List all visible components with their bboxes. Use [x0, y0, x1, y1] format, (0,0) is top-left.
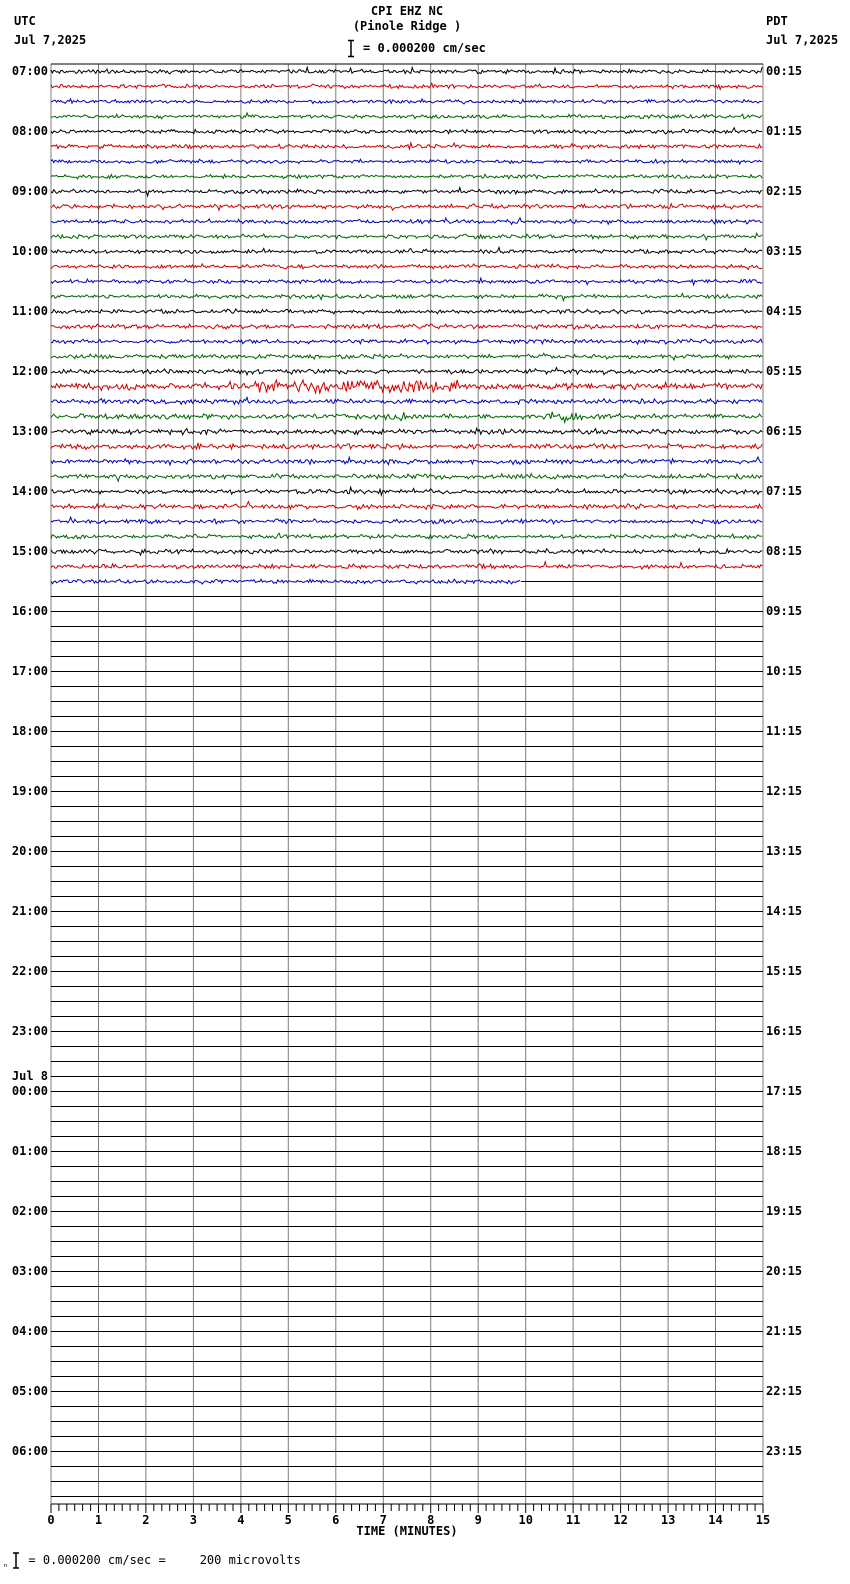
- pdt-hour-label: 18:15: [766, 1143, 803, 1158]
- pdt-hour-label: 14:15: [766, 903, 803, 918]
- pdt-date-label: Jul 7,2025: [766, 33, 839, 47]
- trace-row: [51, 218, 762, 225]
- station-name: (Pinole Ridge ): [352, 19, 462, 33]
- svg-text:13: 13: [660, 1513, 676, 1527]
- trace-row: [51, 533, 762, 539]
- trace-row: [51, 549, 762, 556]
- trace-row: [51, 368, 762, 375]
- utc-hour-label: 01:00: [11, 1143, 48, 1158]
- utc-hour-label: 03:00: [11, 1263, 48, 1278]
- utc-hour-label: 00:00: [11, 1083, 48, 1098]
- trace-row: [51, 113, 762, 119]
- trace-row: [51, 324, 762, 329]
- utc-hour-label: 22:00: [11, 963, 48, 978]
- utc-hour-label: 21:00: [11, 903, 48, 918]
- utc-hour-label: 17:00: [11, 663, 48, 678]
- trace-row: [51, 278, 762, 285]
- trace-row: [51, 264, 762, 270]
- station-code: CPI EHZ NC: [370, 4, 444, 18]
- utc-hour-label: 15:00: [11, 543, 48, 558]
- utc-hour-label: 08:00: [11, 123, 48, 138]
- utc-hour-label: 04:00: [11, 1323, 48, 1338]
- footer-scale-bar-icon: [12, 1552, 20, 1569]
- trace-row: [51, 380, 762, 393]
- trace-row: [51, 247, 762, 253]
- utc-hour-label: 06:00: [11, 1443, 48, 1458]
- trace-row: [51, 353, 762, 360]
- trace-row: [51, 159, 762, 164]
- trace-row: [51, 502, 762, 510]
- trace-row: [51, 517, 762, 524]
- pdt-hour-label: 08:15: [766, 543, 803, 558]
- utc-hour-label: 09:00: [11, 183, 48, 198]
- footer-scale-text: = 0.000200 cm/sec =: [28, 1553, 166, 1567]
- trace-row: [51, 233, 762, 240]
- pdt-hour-label: 07:15: [766, 483, 803, 498]
- footer-scale-value: 200 microvolts: [199, 1553, 301, 1567]
- pdt-hour-label: 00:15: [766, 63, 803, 78]
- trace-row: [51, 83, 762, 89]
- svg-text:6: 6: [332, 1513, 340, 1527]
- pdt-hour-label: 13:15: [766, 843, 803, 858]
- utc-hour-label: 11:00: [11, 303, 48, 318]
- trace-row: [51, 579, 520, 584]
- trace-row: [51, 204, 762, 211]
- utc-hour-label: 05:00: [11, 1383, 48, 1398]
- trace-row: [51, 188, 762, 196]
- pdt-timezone-label: PDT: [766, 14, 788, 28]
- utc-hour-label: 20:00: [11, 843, 48, 858]
- svg-text:4: 4: [237, 1513, 245, 1527]
- pdt-hour-label: 22:15: [766, 1383, 803, 1398]
- footer-marker: ₙ: [3, 1560, 9, 1570]
- pdt-hour-label: 05:15: [766, 363, 803, 378]
- svg-text:5: 5: [284, 1513, 292, 1527]
- pdt-hour-label: 21:15: [766, 1323, 803, 1338]
- pdt-hour-label: 06:15: [766, 423, 803, 438]
- svg-text:7: 7: [379, 1513, 387, 1527]
- utc-date-break-label: Jul 8: [11, 1068, 48, 1083]
- utc-hour-label: 12:00: [11, 363, 48, 378]
- trace-row: [51, 474, 762, 482]
- trace-row: [51, 457, 762, 465]
- utc-hour-label: 13:00: [11, 423, 48, 438]
- trace-row: [51, 143, 762, 149]
- svg-text:14: 14: [708, 1513, 723, 1527]
- footer-scale-note: [3, 1550, 301, 1570]
- svg-text:3: 3: [189, 1513, 198, 1527]
- utc-hour-label: 10:00: [11, 243, 48, 258]
- pdt-hour-label: 04:15: [766, 303, 803, 318]
- trace-row: [51, 174, 762, 179]
- pdt-hour-label: 01:15: [766, 123, 803, 138]
- utc-hour-label: 14:00: [11, 483, 48, 498]
- svg-text:10: 10: [518, 1513, 533, 1527]
- svg-text:1: 1: [94, 1513, 103, 1527]
- pdt-hour-label: 17:15: [766, 1083, 803, 1098]
- svg-text:12: 12: [613, 1513, 628, 1527]
- utc-date-label: Jul 7,2025: [14, 33, 87, 47]
- utc-timezone-label: UTC: [14, 14, 36, 28]
- axis-ticks: [51, 1504, 763, 1513]
- trace-row: [51, 487, 762, 495]
- x-axis-title: TIME (MINUTES): [356, 1524, 458, 1538]
- svg-text:11: 11: [565, 1513, 581, 1527]
- utc-hour-label: 18:00: [11, 723, 48, 738]
- trace-row: [51, 562, 762, 569]
- svg-text:15: 15: [755, 1513, 771, 1527]
- pdt-hour-label: 23:15: [766, 1443, 803, 1458]
- pdt-hour-label: 16:15: [766, 1023, 803, 1038]
- pdt-hour-label: 19:15: [766, 1203, 803, 1218]
- trace-row: [51, 128, 762, 134]
- trace-row: [51, 443, 762, 450]
- pdt-hour-label: 20:15: [766, 1263, 803, 1278]
- utc-hour-label: 07:00: [11, 63, 48, 78]
- trace-rows: [51, 67, 763, 1496]
- svg-text:9: 9: [474, 1513, 482, 1527]
- utc-hour-label: 02:00: [11, 1203, 48, 1218]
- svg-text:0: 0: [47, 1513, 55, 1527]
- utc-hour-label: 16:00: [11, 603, 48, 618]
- utc-hour-label: 19:00: [11, 783, 48, 798]
- trace-row: [51, 293, 762, 300]
- trace-row: [51, 309, 762, 314]
- trace-row: [51, 339, 762, 344]
- trace-row: [51, 428, 762, 435]
- pdt-hour-label: 09:15: [766, 603, 803, 618]
- trace-row: [51, 397, 762, 404]
- pdt-hour-label: 10:15: [766, 663, 803, 678]
- utc-hour-label: 23:00: [11, 1023, 48, 1038]
- trace-row: [51, 67, 762, 74]
- pdt-hour-label: 02:15: [766, 183, 803, 198]
- pdt-hour-label: 12:15: [766, 783, 803, 798]
- pdt-hour-label: 03:15: [766, 243, 803, 258]
- pdt-hour-label: 15:15: [766, 963, 803, 978]
- scale-bar-text: = 0.000200 cm/sec: [363, 41, 486, 55]
- svg-text:2: 2: [142, 1513, 150, 1527]
- svg-text:8: 8: [427, 1513, 435, 1527]
- grid-lines: [51, 64, 763, 1504]
- trace-row: [51, 412, 762, 423]
- trace-row: [51, 99, 762, 104]
- pdt-hour-label: 11:15: [766, 723, 803, 738]
